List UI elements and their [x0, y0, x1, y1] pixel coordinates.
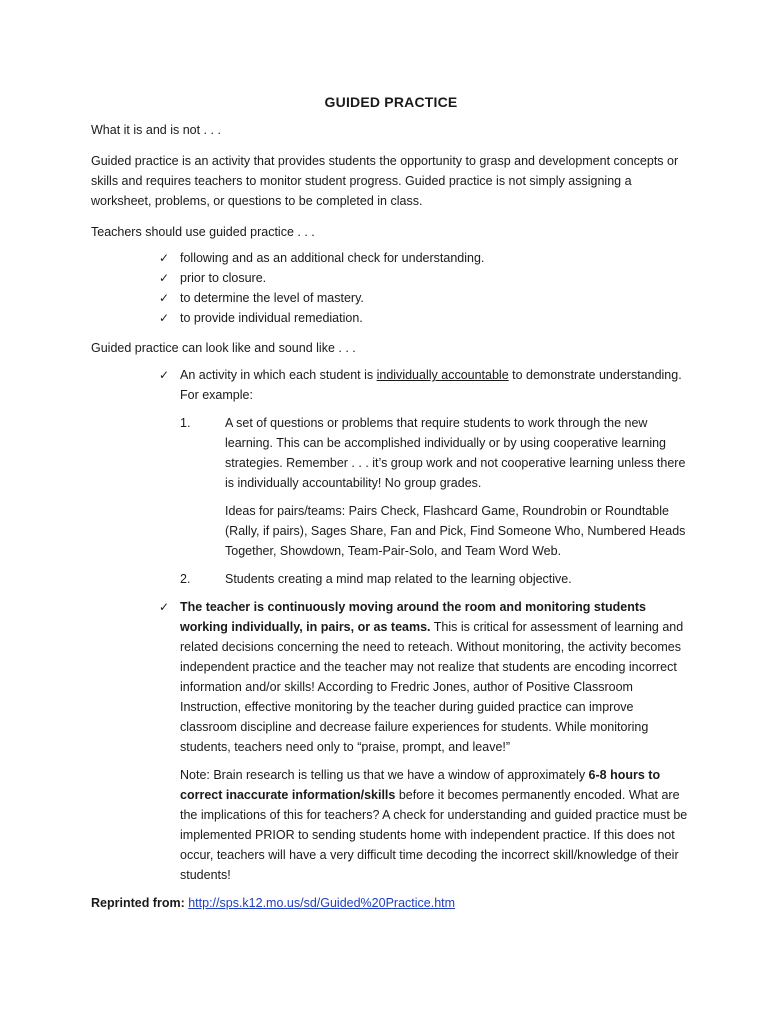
activity-section: [91, 365, 691, 589]
use-item: ✓ to determine the level of mastery.: [91, 288, 691, 308]
monitoring-section: [91, 597, 691, 885]
checkmark-icon: ✓: [159, 368, 170, 382]
example-text-2: Students creating a mind map related to the learning objective.: [225, 572, 572, 586]
example-item-2: [180, 569, 691, 589]
checkmark-icon: ✓: [159, 251, 170, 265]
example-number-1: 1.: [180, 416, 191, 430]
document-page: [91, 94, 691, 924]
use-item: ✓ to provide individual remediation.: [91, 308, 691, 328]
note-paragraph: Note: Brain research is telling us that we have a window of approximately 6-8 hours to correct inaccurate information/skills before it becomes permanently encoded. What are the implications of this for teachers? A check for understanding and guided practice must be implemented PRIOR to sending students home with independent practice. If this does not occur, teachers will have a very difficult time decoding the incorrect skill/knowledge of their students!: [180, 768, 688, 882]
reprint-label: Reprinted from:: [91, 896, 189, 910]
reprint-line: [91, 893, 691, 913]
example-text-1: A set of questions or problems that require students to work through the new learning. This can be accomplished individually or by using cooperative learning strategies. Remember . . . it’s group work and not cooperative learning unless there is individually accountability! No group grades.: [225, 416, 686, 490]
checkmark-icon: ✓: [159, 291, 170, 305]
use-heading: Teachers should use guided practice . . .: [91, 225, 315, 239]
checkmark-icon: ✓: [159, 271, 170, 285]
individually-accountable-text: individually accountable: [376, 368, 509, 382]
source-link[interactable]: http://sps.k12.mo.us/sd/Guided%20Practice.htm: [188, 896, 456, 910]
definition-paragraph: Guided practice is an activity that provides students the opportunity to grasp and development concepts or skills and requires teachers to monitor student progress. Guided practice is not simply assigning a worksheet, problems, or questions to be completed in class.: [91, 154, 679, 208]
document-title: GUIDED PRACTICE: [324, 94, 458, 110]
activity-paragraph: An activity in which each student is individually accountable to demonstrate understanding. For example:: [180, 368, 682, 402]
use-item: ✓ prior to closure.: [91, 268, 691, 288]
ideas-paragraph: Ideas for pairs/teams: Pairs Check, Flashcard Game, Roundrobin or Roundtable (Rally, if pairs), Sages Share, Fan and Pick, Find Someone Who, Numbered Heads Together, Showdown, Team-Pair-Solo, and Team Word Web.: [225, 504, 686, 558]
look-heading: Guided practice can look like and sound like . . .: [91, 341, 356, 355]
use-list: [91, 248, 691, 328]
intro-heading: What it is and is not . . .: [91, 123, 221, 137]
monitoring-paragraph: The teacher is continuously moving around the room and monitoring students working individually, in pairs, or as teams. This is critical for assessment of learning and related decisions concerning the need to reteach. Without monitoring, the activity becomes independent practice and the teacher may not realize that students are encoding incorrect information and/or skills! According to Fredric Jones, author of Positive Classroom Instruction, effective monitoring by the teacher during guided practice can improve classroom discipline and decrease failure experiences for students. While monitoring students, teachers need only to “praise, prompt, and leave!”: [180, 600, 684, 754]
example-item-1: [180, 413, 691, 561]
checkmark-icon: ✓: [159, 600, 170, 614]
checkmark-icon: ✓: [159, 311, 170, 325]
example-number-2: 2.: [180, 572, 191, 586]
use-item: ✓ following and as an additional check for understanding.: [91, 248, 691, 268]
